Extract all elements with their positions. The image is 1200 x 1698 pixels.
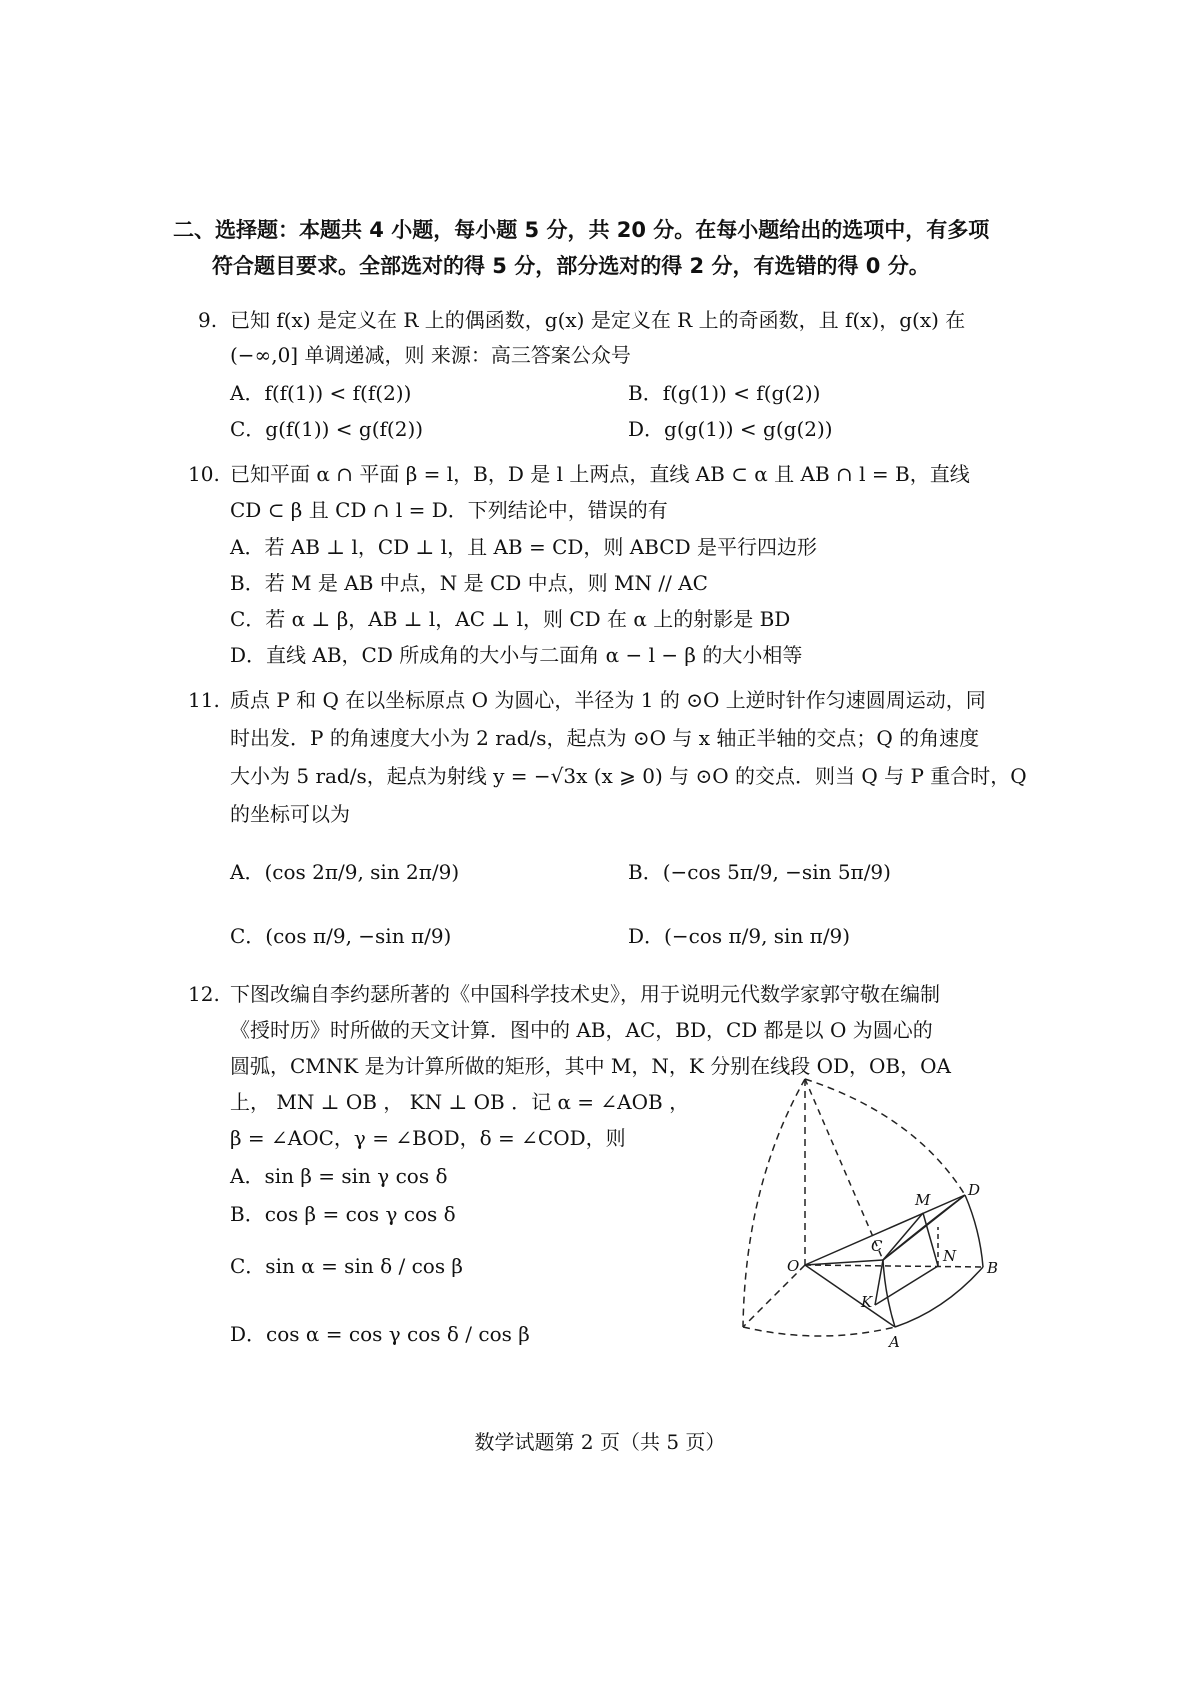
q10-number: 10. [188, 462, 220, 486]
label-K: K [861, 1293, 873, 1311]
q9-option-b: B．f(g(1)) < f(g(2)) [628, 381, 821, 405]
q9-option-a: A．f(f(1)) < f(f(2)) [230, 381, 412, 405]
q10-option-b: B．若 M 是 AB 中点，N 是 CD 中点，则 MN // AC [230, 571, 708, 595]
line-C-M [883, 1213, 923, 1260]
label-C: C [871, 1237, 883, 1255]
page-footer: 数学试题第 2 页（共 5 页） [474, 1430, 726, 1454]
line-O-C [805, 1260, 883, 1265]
line-O-B [805, 1265, 983, 1267]
q11-option-a: A．(cos 2π/9, sin 2π/9) [230, 860, 460, 884]
line-C-K [875, 1260, 883, 1305]
line-top-C [805, 1079, 883, 1260]
arc-BD [965, 1195, 983, 1267]
q11-option-b: B．(−cos 5π/9, −sin 5π/9) [628, 860, 891, 884]
arc-AB [895, 1267, 983, 1327]
q12-stem-line5: β = ∠AOC，γ = ∠BOD，δ = ∠COD，则 [230, 1126, 626, 1150]
label-B: B [987, 1259, 999, 1277]
line-O-D [805, 1195, 965, 1265]
q9-stem-line1: 已知 f(x) 是定义在 R 上的偶函数，g(x) 是定义在 R 上的奇函数，且 f(x)，g(x) 在 [230, 308, 966, 332]
label-O: O [787, 1257, 800, 1275]
q11-number: 11. [188, 688, 220, 712]
q10-option-c: C．若 α ⊥ β，AB ⊥ l，AC ⊥ l，则 CD 在 α 上的射影是 BD [230, 607, 791, 631]
label-D: D [968, 1181, 981, 1199]
q11-option-c: C．(cos π/9, −sin π/9) [230, 924, 452, 948]
q12-option-d: D．cos α = cos γ cos δ / cos β [230, 1322, 530, 1346]
q12-number: 12. [188, 982, 220, 1006]
q9-number: 9. [198, 308, 218, 332]
q10-stem-line1: 已知平面 α ∩ 平面 β = l，B，D 是 l 上两点，直线 AB ⊂ α 且 AB ∩ l = B，直线 [230, 462, 970, 486]
q12-stem-line2: 《授时历》时所做的天文计算．图中的 AB，AC，BD，CD 都是以 O 为圆心的 [230, 1018, 933, 1042]
q11-option-d: D．(−cos π/9, sin π/9) [628, 924, 851, 948]
label-N: N [943, 1247, 957, 1265]
q10-option-d: D．直线 AB，CD 所成角的大小与二面角 α − l − β 的大小相等 [230, 643, 803, 667]
q11-stem-line1: 质点 P 和 Q 在以坐标原点 O 为圆心，半径为 1 的 ⊙O 上逆时针作匀速圆周运动，同 [230, 688, 986, 712]
q11-stem-line3: 大小为 5 rad/s，起点为射线 y = −√3x (x ⩾ 0) 与 ⊙O 的交点．则当 Q 与 P 重合时，Q [230, 764, 1027, 788]
arc-top-left [743, 1079, 805, 1327]
label-M: M [915, 1191, 931, 1209]
q9-option-c: C．g(f(1)) < g(f(2)) [230, 417, 424, 441]
q10-option-a: A．若 AB ⊥ l，CD ⊥ l，且 AB = CD，则 ABCD 是平行四边形 [230, 535, 817, 559]
section-header-line1: 二、选择题：本题共 4 小题，每小题 5 分，共 20 分。在每小题给出的选项中，有多项 [173, 218, 990, 242]
q9-option-d: D．g(g(1)) < g(g(2)) [628, 417, 833, 441]
section-header-line2: 符合题目要求。全部选对的得 5 分，部分选对的得 2 分，有选错的得 0 分。 [212, 254, 930, 278]
q9-stem-line2: (−∞,0] 单调递减，则 来源：高三答案公众号 [230, 343, 631, 367]
q12-stem-line1: 下图改编自李约瑟所著的《中国科学技术史》，用于说明元代数学家郭守敬在编制 [230, 982, 940, 1006]
q10-stem-line2: CD ⊂ β 且 CD ∩ l = D．下列结论中，错误的有 [230, 498, 668, 522]
q12-option-c: C．sin α = sin δ / cos β [230, 1254, 463, 1278]
line-O-A [805, 1265, 895, 1327]
label-A: A [889, 1333, 900, 1351]
arc-bottom [743, 1327, 895, 1336]
q11-stem-line2: 时出发．P 的角速度大小为 2 rad/s，起点为 ⊙O 与 x 轴正半轴的交点；Q 的角速度 [230, 726, 980, 750]
q12-option-b: B．cos β = cos γ cos δ [230, 1202, 456, 1226]
q12-option-a: A．sin β = sin γ cos δ [230, 1164, 448, 1188]
q12-stem-line4: 上， MN ⊥ OB ， KN ⊥ OB ．记 α = ∠AOB ， [230, 1090, 690, 1114]
arc-top-right [805, 1079, 965, 1195]
q11-stem-line4: 的坐标可以为 [230, 802, 350, 826]
geometry-figure [725, 1075, 1025, 1355]
q12-stem-line3: 圆弧，CMNK 是为计算所做的矩形，其中 M，N，K 分别在线段 OD，OB，OA [230, 1054, 951, 1078]
